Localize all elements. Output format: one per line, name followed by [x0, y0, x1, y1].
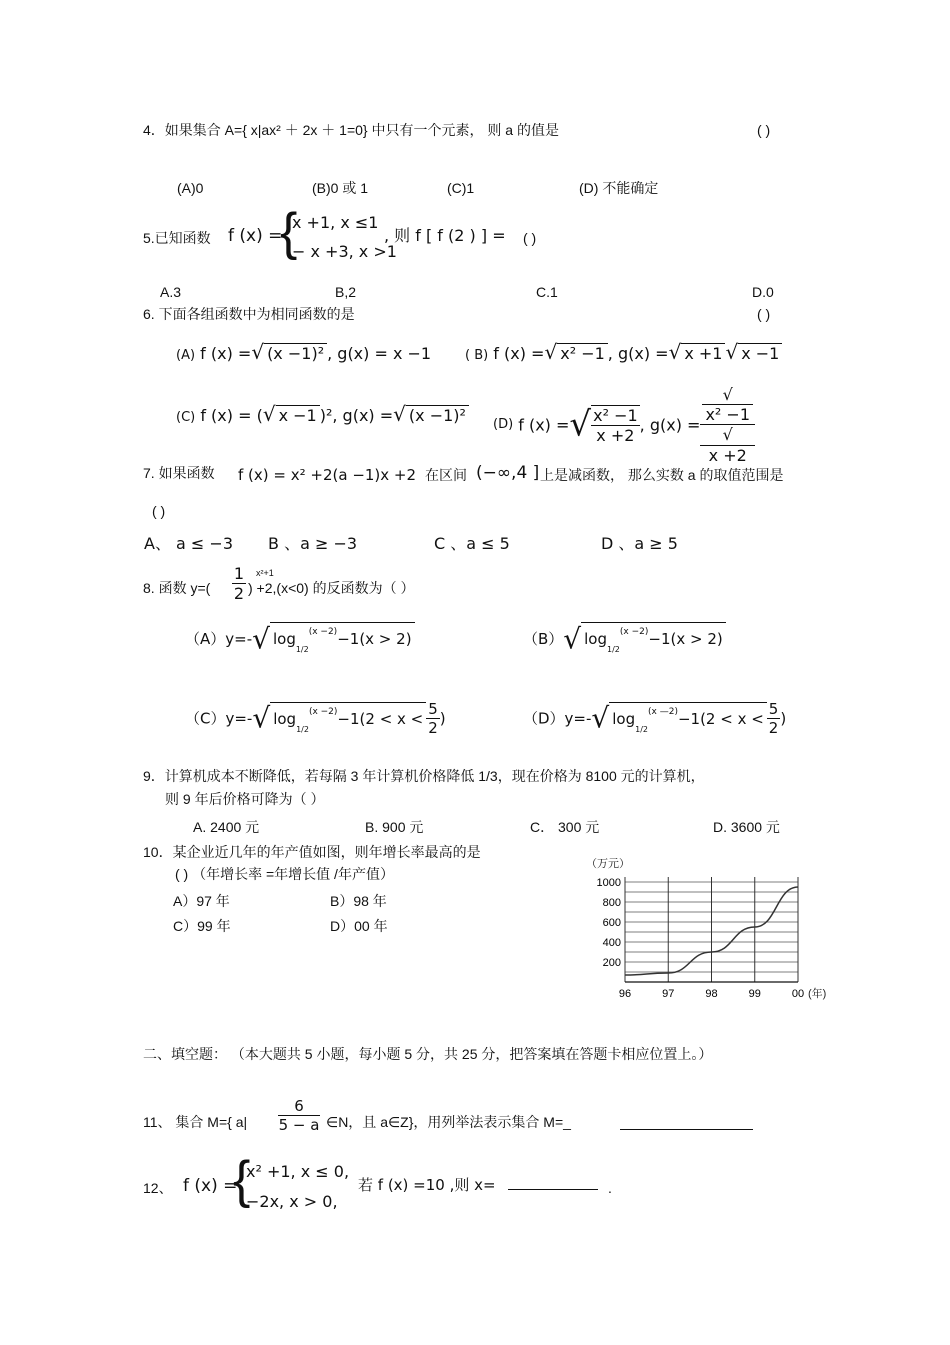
q6-d-label: (D): [493, 417, 514, 433]
radical-icon: √: [563, 622, 582, 656]
q6-option-a: [176, 340, 431, 364]
q12-brace: {: [233, 1151, 251, 1209]
q5-paren: ( ): [523, 230, 537, 246]
radical-icon: √: [725, 340, 739, 364]
radical-icon: √: [393, 402, 406, 426]
q6-c-rad2: (x −1)²: [406, 405, 469, 425]
chart-y-tick-label: 200: [602, 957, 621, 969]
chart-x-ticks: [619, 988, 804, 1000]
radical-icon: √: [252, 701, 271, 735]
q8-option-b: [523, 622, 726, 656]
q8-c-close: ): [439, 709, 446, 728]
q6-c-rad: x −1: [276, 405, 320, 425]
chart-x-tick-label: 96: [618, 988, 632, 1000]
q5-option-b: B,2: [335, 284, 357, 300]
q8-d-base: 1/2: [635, 725, 649, 735]
q8-c-tail: −1(2 < x <: [337, 710, 424, 729]
q8-c-log: log: [273, 710, 297, 729]
q7-option-b: B 、a ≥ −3: [268, 534, 358, 553]
q5-fx: f (x) =: [228, 226, 283, 246]
q6-b-f: f (x) =: [493, 344, 545, 363]
q7-expr: f (x) = x² +2(a −1)x +2: [238, 466, 417, 484]
q7-prefix: 7. 如果函数: [143, 465, 215, 481]
q11-num: 6: [278, 1097, 320, 1116]
q8-d-close: ): [780, 709, 787, 728]
q8-c-frac: [426, 700, 440, 737]
q12-fx: f (x) =: [183, 1176, 238, 1196]
q12-prefix: 12、: [143, 1180, 173, 1196]
q8-a-exp: (x −2): [308, 627, 338, 637]
chart-y-tick-label: 600: [602, 917, 621, 929]
q5-option-a: A.3: [160, 284, 182, 300]
chart-ylabel: （万元）: [586, 858, 630, 870]
q9-option-b: B. 900 元: [365, 819, 424, 835]
q6-option-c: [176, 402, 469, 426]
q12-cond: 若 f (x) =10 ,则 x=: [358, 1176, 496, 1194]
q6-text: 6. 下面各组函数中为相同函数的是: [143, 306, 355, 322]
q6-a-f: f (x) =: [200, 344, 252, 363]
q4-option-a: (A)0: [177, 180, 204, 196]
q6-a-rad: (x −1)²: [264, 343, 327, 363]
q6-b-rad3: x −1: [738, 343, 782, 363]
q10-option-c: C）99 年: [173, 918, 231, 934]
q6-d-den2: √ x +2: [700, 425, 755, 464]
q12-case2: −2x, x > 0,: [246, 1192, 338, 1211]
q6-c-label: (C): [176, 410, 196, 425]
q8-d-fn: 5: [768, 700, 779, 718]
chart-x-tick-label: 98: [705, 988, 718, 1000]
chart-grid: [625, 877, 798, 982]
q8-a-tail: −1(x > 2): [337, 630, 412, 648]
q10-line2: ( ) （年增长率 =年增长值 /年产值）: [175, 866, 394, 882]
q6-a-label: (A): [176, 348, 196, 363]
q6-b-g: , g(x) =: [607, 344, 669, 363]
q8-c-fn: 5: [428, 700, 438, 718]
radical-icon: √: [251, 340, 265, 364]
q6-d-num2: √ x² −1: [700, 385, 755, 425]
q8-c-base: 1/2: [296, 725, 309, 735]
q6-c-g: )², g(x) =: [319, 406, 394, 425]
q8-d-fd: 2: [768, 719, 779, 737]
q10-option-d: D）00 年: [330, 918, 388, 934]
q8-c-label: （C）y=-: [185, 709, 253, 728]
q4-option-b: (B)0 或 1: [312, 180, 369, 196]
q10-line1: 10．某企业近几年的年产值如图，则年增长率最高的是: [143, 844, 481, 860]
q6-option-d: [493, 385, 755, 465]
q8-c-fd: 2: [428, 719, 438, 737]
q8-d-exp: (x —2): [648, 707, 678, 718]
q8-c-exp: (x −2): [308, 707, 338, 718]
q9-option-a: A. 2400 元: [193, 819, 260, 835]
q6-d-f: f (x) =: [518, 415, 570, 435]
chart-y-tick-label: 400: [602, 937, 621, 949]
q5-prefix: 5.已知函数: [143, 230, 211, 246]
radical-icon: √: [252, 622, 270, 656]
q6-d-num: x² −1: [593, 405, 638, 425]
q8-d-frac: [767, 700, 781, 737]
q7-suffix: 上是减函数， 那么实数 a 的取值范围是: [540, 467, 784, 483]
q10-chart: [580, 855, 840, 1005]
chart-y-tick-label: 800: [602, 897, 621, 909]
q8-den: 2: [233, 584, 245, 604]
q8-a-body: [270, 622, 415, 655]
q6-b-rad2: x +1: [681, 343, 725, 363]
q6-d-frac: [591, 405, 640, 445]
section2-heading: 二、填空题： （本大题共 5 小题，每小题 5 分，共 25 分，把答案填在答题卡相应位置上。）: [143, 1046, 713, 1062]
q8-d-tail: −1(2 < x <: [677, 710, 764, 729]
q12-answer-blank[interactable]: [508, 1189, 598, 1190]
q6-c-f: f (x) = (: [200, 406, 263, 425]
chart-y-tick-label: 1000: [596, 877, 621, 889]
q8-prefix: 8. 函数 y=(: [143, 580, 211, 596]
q8-b-label: （B）: [523, 630, 564, 648]
q8-b-tail: −1(x > 2): [648, 630, 723, 648]
q8-option-c: [185, 700, 446, 737]
q5-option-d: D.0: [752, 284, 774, 300]
q9-option-c: C． 300 元: [530, 819, 600, 835]
q6-d-den: x +2: [596, 425, 635, 445]
q4-paren: ( ): [757, 122, 771, 138]
q8-suffix: ) +2,(x<0) 的反函数为（ ）: [248, 580, 415, 596]
q9-line1: 9．计算机成本不断降低，若每隔 3 年计算机价格降低 1/3，现在价格为 8100 元的计算机，: [143, 768, 705, 784]
q5-case1: x +1, x ≤1: [292, 213, 379, 232]
q11-answer-blank[interactable]: [620, 1129, 753, 1130]
q8-b-log: log: [584, 630, 608, 648]
q6-option-b: [465, 340, 782, 364]
q8-c-body: [270, 702, 426, 735]
q5-brace: {: [280, 203, 298, 261]
q4-option-c: (C)1: [447, 180, 475, 196]
q8-a-label: （A）y=-: [185, 630, 253, 648]
q8-option-d: [523, 700, 786, 737]
q8-d-label: （D）y=-: [523, 709, 592, 728]
q5-then: , 则 f [ f (2 ) ] =: [384, 226, 506, 245]
q6-a-g: , g(x) = x −1: [327, 344, 432, 363]
q11-den: 5 − a: [278, 1116, 320, 1134]
radical-icon: √: [569, 404, 592, 445]
q11-frac: [278, 1097, 320, 1134]
q10-option-b: B）98 年: [330, 893, 387, 909]
q12-case1: x² +1, x ≤ 0,: [246, 1162, 350, 1181]
q8-b-body: [581, 622, 726, 655]
q6-d-g: , g(x) =: [639, 415, 701, 435]
q8-d-body: [609, 702, 767, 735]
chart-y-ticks: [597, 877, 621, 969]
q6-b-label: ( B): [465, 348, 489, 363]
q8-num: 1: [233, 564, 245, 583]
q8-b-base: 1/2: [607, 645, 620, 654]
q7-mid: 在区间: [425, 467, 467, 483]
q7-option-d: D 、a ≥ 5: [601, 534, 678, 553]
q8-exp: x²+1: [256, 568, 274, 578]
q11-prefix: 11、 集合 M={ a|: [143, 1114, 248, 1130]
radical-icon: √: [591, 701, 610, 735]
q6-b-rad: x² −1: [557, 343, 608, 363]
q4-option-d: (D) 不能确定: [579, 180, 659, 196]
q7-paren: ( ): [152, 503, 166, 519]
q10-option-a: A）97 年: [173, 893, 230, 909]
q8-frac: [232, 564, 246, 603]
q12-end: .: [608, 1180, 612, 1196]
q7-option-a: A、 a ≤ −3: [144, 534, 234, 553]
chart-x-tick-label: 00: [791, 988, 805, 1000]
chart-x-tick-label: 99: [748, 988, 761, 1000]
q8-a-log: log: [272, 630, 296, 648]
q5-case2: − x +3, x >1: [292, 242, 397, 261]
radical-icon: √: [544, 340, 558, 364]
q8-d-log: log: [612, 710, 636, 729]
chart-xlabel: (年): [808, 988, 827, 1000]
q11-suffix: ∈N，且 a∈Z}，用列举法表示集合 M=_: [326, 1114, 571, 1130]
q7-option-c: C 、a ≤ 5: [434, 534, 510, 553]
q6-d-num2-rad: x² −1: [702, 404, 753, 424]
q9-option-d: D. 3600 元: [713, 819, 780, 835]
chart-x-tick-label: 97: [662, 988, 675, 1000]
q5-option-c: C.1: [536, 284, 558, 300]
q6-d-den2-rad: x +2: [700, 445, 755, 465]
q7-interval: (−∞,4 ]: [476, 463, 540, 483]
q8-option-a: [185, 622, 415, 656]
q8-a-base: 1/2: [295, 645, 309, 654]
q9-line2: 则 9 年后价格可降为（ ）: [165, 791, 325, 807]
radical-icon: √: [668, 340, 682, 364]
q8-b-exp: (x −2): [619, 627, 649, 637]
q4-text: 4．如果集合 A={ x|ax² ＋ 2x ＋ 1=0} 中只有一个元素， 则 a 的值是: [143, 122, 559, 138]
q6-paren: ( ): [757, 306, 771, 322]
q6-d-frac2: [700, 385, 755, 465]
radical-icon: √: [262, 402, 276, 426]
